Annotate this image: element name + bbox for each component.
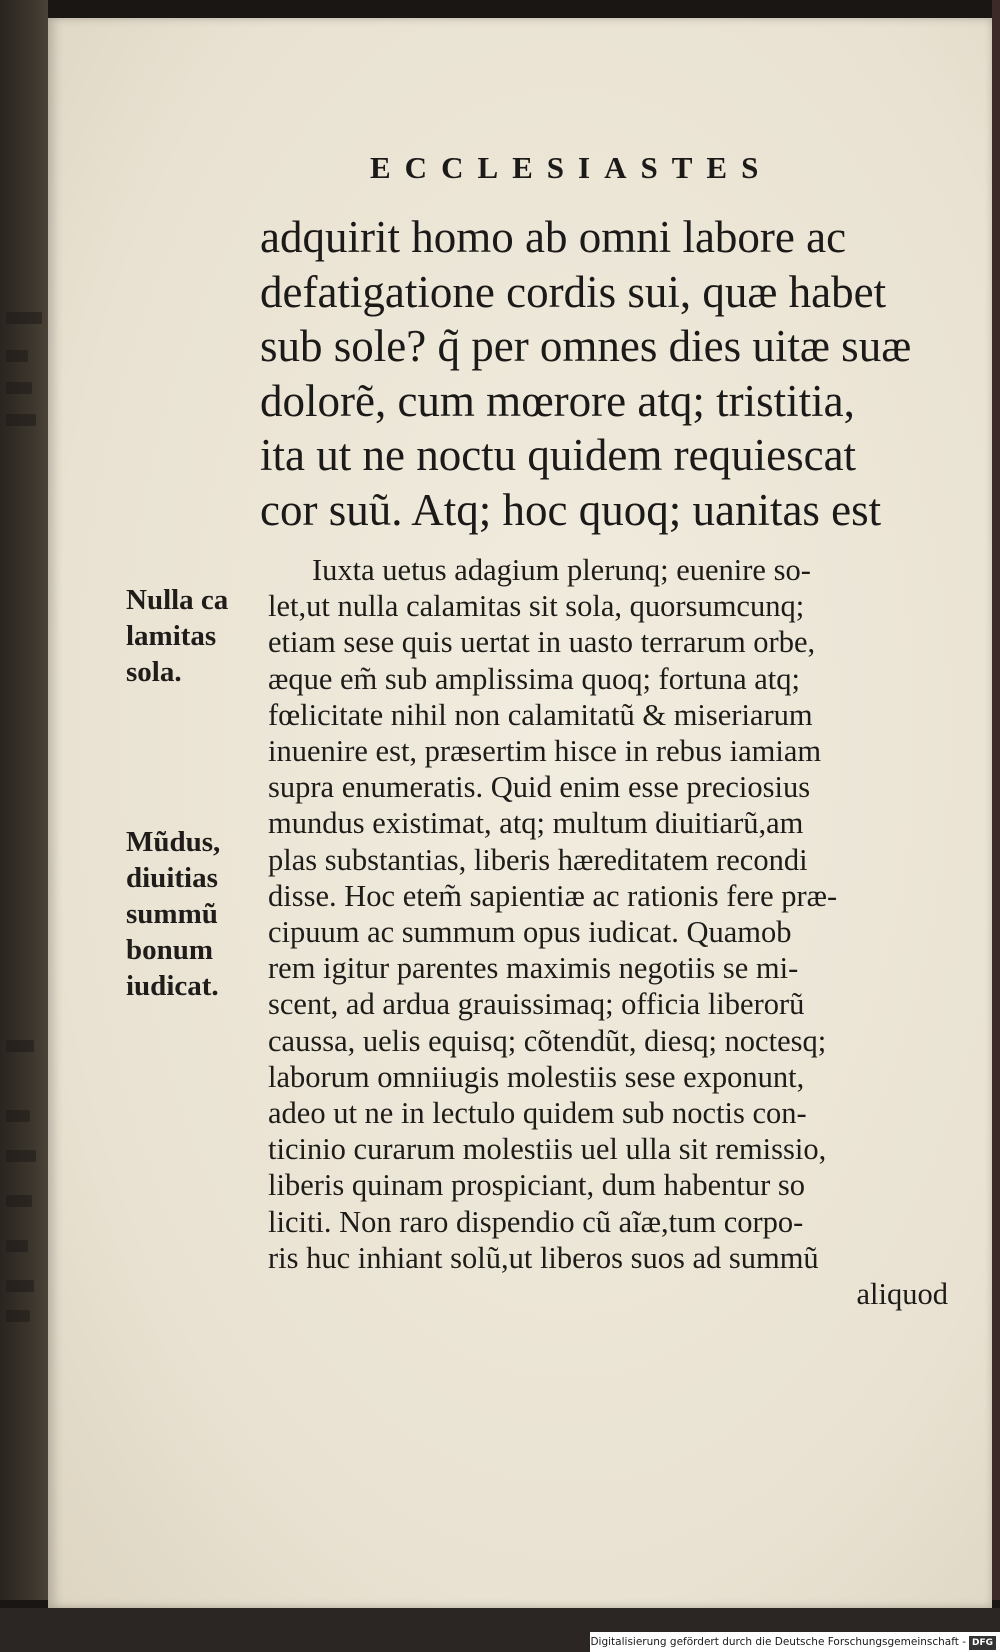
text-line: cor suũ. Atq; hoc quoq; uanitas est bbox=[260, 484, 882, 535]
marginal-line: bonum bbox=[126, 934, 214, 966]
text-line: plas substantias, liberis hæreditatem recondi bbox=[268, 842, 808, 877]
ink-bleed-mark bbox=[6, 312, 42, 324]
digitization-credit bbox=[590, 1632, 1000, 1652]
text-line: supra enumeratis. Quid enim esse preciosius bbox=[268, 770, 811, 805]
ink-bleed-mark bbox=[6, 1310, 30, 1322]
text-line: adeo ut ne in lectulo quidem sub noctis con- bbox=[268, 1096, 807, 1131]
text-line: scent, ad ardua grauissimaq; officia liberorũ bbox=[268, 987, 805, 1022]
commentary-body bbox=[268, 552, 948, 1312]
ink-bleed-mark bbox=[6, 1240, 28, 1252]
text-line: mundus existimat, atq; multum diuitiarũ,am bbox=[268, 806, 804, 841]
ink-bleed-mark bbox=[6, 1150, 36, 1162]
text-line: let,ut nulla calamitas sit sola, quorsumcunq; bbox=[268, 589, 805, 624]
text-line: Iuxta uetus adagium plerunq; euenire so- bbox=[312, 553, 811, 587]
catchword: aliquod bbox=[856, 1277, 948, 1312]
text-line: sub sole? q̃ per omnes dies uitæ suæ bbox=[260, 321, 912, 371]
ink-bleed-mark bbox=[6, 414, 36, 426]
marginal-line: diuitias bbox=[126, 862, 218, 894]
text-line: dolorẽ, cum mœrore atq; tristitia, bbox=[260, 375, 855, 426]
ink-bleed-mark bbox=[6, 350, 28, 362]
text-line: disse. Hoc etem̃ sapientiæ ac rationis fere præ- bbox=[268, 878, 838, 913]
running-head: ECCLESIASTES bbox=[370, 150, 773, 185]
large-type-passage bbox=[260, 210, 940, 537]
marginal-note bbox=[126, 582, 228, 690]
marginal-line: Nulla ca bbox=[126, 584, 229, 616]
adjacent-page-edge bbox=[0, 0, 48, 1600]
text-line: ris huc inhiant solũ,ut liberos suos ad summũ bbox=[268, 1240, 819, 1275]
marginal-line: lamitas bbox=[126, 620, 217, 652]
ink-bleed-mark bbox=[6, 382, 32, 394]
marginal-line: summũ bbox=[126, 898, 218, 930]
text-line: liberis quinam prospiciant, dum habentur so bbox=[268, 1168, 806, 1203]
text-line: inuenire est, præsertim hisce in rebus iamiam bbox=[268, 734, 822, 769]
text-line: defatigatione cordis sui, quæ habet bbox=[260, 266, 887, 317]
credit-text: Digitalisierung gefördert durch die Deutsche Forschungsgemeinschaft - bbox=[590, 1636, 966, 1648]
text-line: caussa, uelis equisq; cõtendũt, diesq; noctesq; bbox=[268, 1023, 827, 1058]
dfg-logo: DFG bbox=[969, 1636, 996, 1650]
marginal-line: sola. bbox=[126, 656, 182, 688]
ink-bleed-mark bbox=[6, 1040, 34, 1052]
text-line: etiam sese quis uertat in uasto terrarum orbe, bbox=[268, 625, 816, 660]
marginal-note bbox=[126, 824, 220, 1004]
ink-bleed-mark bbox=[6, 1110, 30, 1122]
marginal-line: Mũdus, bbox=[126, 826, 221, 858]
text-line: adquirit homo ab omni labore ac bbox=[260, 212, 847, 262]
text-line: liciti. Non raro dispendio cũ aĩæ,tum corpo- bbox=[268, 1204, 804, 1239]
text-line: ita ut ne noctu quidem requiescat bbox=[260, 430, 857, 480]
text-line: cipuum ac summum opus iudicat. Quamob bbox=[268, 915, 792, 950]
text-line: laborum omniiugis molestiis sese exponunt, bbox=[268, 1059, 805, 1094]
marginal-line: iudicat. bbox=[126, 970, 219, 1002]
text-line: fœlicitate nihil non calamitatũ & miseriarum bbox=[268, 697, 813, 732]
text-line: ticinio curarum molestiis uel ulla sit remissio, bbox=[268, 1132, 827, 1167]
ink-bleed-mark bbox=[6, 1195, 32, 1207]
ink-bleed-mark bbox=[6, 1280, 34, 1292]
text-line: rem igitur parentes maximis negotiis se mi- bbox=[268, 951, 799, 986]
text-line: æque em̃ sub amplissima quoq; fortuna atq; bbox=[268, 661, 800, 696]
page-edge-right bbox=[992, 0, 1000, 1600]
